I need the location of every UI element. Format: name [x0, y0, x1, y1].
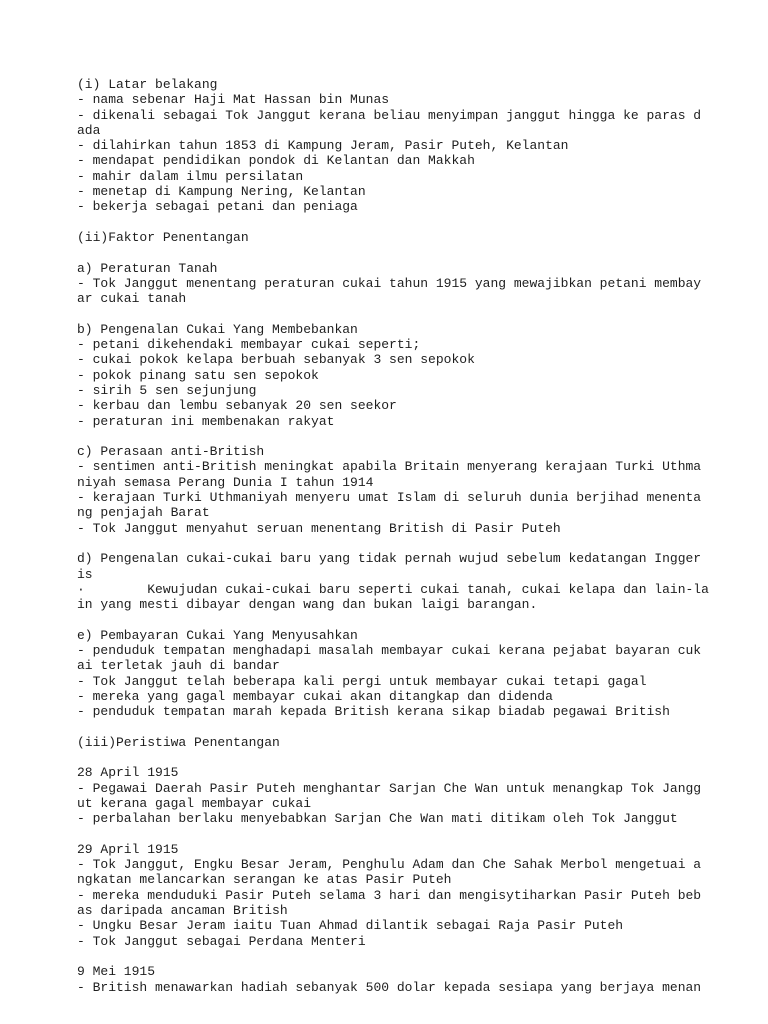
- block-heading-line: 29 April 1915: [77, 841, 179, 857]
- text-line: ng penjajah Barat: [77, 505, 210, 521]
- blank-line: [77, 429, 717, 444]
- text-line: - Tok Janggut, Engku Besar Jeram, Penghulu Adam dan Che Sahak Merbol mengetuai a: [77, 857, 702, 873]
- text-line: - mahir dalam ilmu persilatan: [77, 168, 304, 184]
- block-heading-line: (i) Latar belakang: [77, 77, 218, 92]
- text-line: - perbalahan berlaku menyebabkan Sarjan Che Wan mati ditikam oleh Tok Janggut: [77, 811, 678, 827]
- blank-line: [77, 719, 717, 734]
- document-page: [77, 77, 717, 995]
- block-heading-line: d) Pengenalan cukai-cukai baru yang tidak pernah wujud sebelum kedatangan Ingger: [77, 551, 702, 567]
- text-block: [77, 842, 717, 949]
- block-heading-line: 28 April 1915: [77, 765, 179, 781]
- text-line: - penduduk tempatan marah kepada British kerana sikap biadab pegawai British: [77, 704, 670, 720]
- text-line: - cukai pokok kelapa berbuah sebanyak 3 sen sepokok: [77, 352, 475, 368]
- text-line: niyah semasa Perang Dunia I tahun 1914: [77, 474, 374, 490]
- text-line: - British menawarkan hadiah sebanyak 500 dolar kepada sesiapa yang berjaya menan: [77, 979, 702, 995]
- text-line: - Tok Janggut sebagai Perdana Menteri: [77, 933, 366, 949]
- blank-line: [77, 536, 717, 551]
- text-line: - Pegawai Daerah Pasir Puteh menghantar Sarjan Che Wan untuk menangkap Tok Jangg: [77, 780, 702, 796]
- block-heading-line: a) Peraturan Tanah: [77, 260, 218, 276]
- blank-line: [77, 306, 717, 321]
- text-block: [77, 765, 717, 826]
- block-heading-line: e) Pembayaran Cukai Yang Menyusahkan: [77, 627, 358, 643]
- text-line: - mereka menduduki Pasir Puteh selama 3 hari dan mengisytiharkan Pasir Puteh beb: [77, 887, 702, 903]
- block-heading-line: b) Pengenalan Cukai Yang Membebankan: [77, 321, 358, 337]
- text-line: - kerbau dan lembu sebanyak 20 sen seekor: [77, 398, 397, 414]
- block-heading-line: 9 Mei 1915: [77, 964, 156, 980]
- text-block: [77, 964, 717, 995]
- text-line: ar cukai tanah: [77, 291, 187, 307]
- blank-line: [77, 949, 717, 964]
- text-block: [77, 551, 717, 612]
- text-line: - bekerja sebagai petani dan peniaga: [77, 199, 358, 215]
- block-heading-line: c) Perasaan anti-British: [77, 444, 265, 460]
- blank-line: [77, 245, 717, 260]
- text-line: ada: [77, 122, 101, 138]
- text-line: as daripada ancaman British: [77, 903, 288, 919]
- text-block: [77, 444, 717, 536]
- text-line: - mendapat pendidikan pondok di Kelantan dan Makkah: [77, 153, 475, 169]
- text-line: - sentimen anti-British meningkat apabila Britain menyerang kerajaan Turki Uthma: [77, 459, 702, 475]
- text-block: [77, 261, 717, 307]
- text-line: - nama sebenar Haji Mat Hassan bin Munas: [77, 92, 390, 108]
- text-line: ut kerana gagal membayar cukai: [77, 795, 312, 811]
- text-line: in yang mesti dibayar dengan wang dan bukan laigi barangan.: [77, 597, 538, 613]
- text-block: [77, 230, 717, 245]
- text-line: - Tok Janggut telah beberapa kali pergi untuk membayar cukai tetapi gagal: [77, 673, 647, 689]
- text-line: ai terletak jauh di bandar: [77, 658, 280, 674]
- text-line: ngkatan melancarkan serangan ke atas Pasir Puteh: [77, 872, 452, 888]
- text-line: - petani dikehendaki membayar cukai seperti;: [77, 337, 421, 353]
- text-line: - pokok pinang satu sen sepokok: [77, 367, 319, 383]
- text-line: - dilahirkan tahun 1853 di Kampung Jeram, Pasir Puteh, Kelantan: [77, 138, 569, 154]
- text-line: is: [77, 566, 93, 582]
- text-line: - peraturan ini membenakan rakyat: [77, 413, 335, 429]
- block-heading-line: (ii)Faktor Penentangan: [77, 229, 249, 245]
- text-block: [77, 628, 717, 720]
- text-line: - sirih 5 sen sejunjung: [77, 382, 257, 398]
- text-line: - penduduk tempatan menghadapi masalah membayar cukai kerana pejabat bayaran cuk: [77, 642, 702, 658]
- block-heading-line: (iii)Peristiwa Penentangan: [77, 734, 280, 750]
- text-line: - kerajaan Turki Uthmaniyah menyeru umat Islam di seluruh dunia berjihad menenta: [77, 490, 702, 506]
- blank-line: [77, 827, 717, 842]
- text-line: - Ungku Besar Jeram iaitu Tuan Ahmad dilantik sebagai Raja Pasir Puteh: [77, 918, 624, 934]
- text-line: - dikenali sebagai Tok Janggut kerana beliau menyimpan janggut hingga ke paras d: [77, 107, 702, 123]
- blank-line: [77, 215, 717, 230]
- blank-line: [77, 750, 717, 765]
- text-block: [77, 77, 717, 215]
- text-line: - Tok Janggut menyahut seruan menentang British di Pasir Puteh: [77, 520, 561, 536]
- text-line: - Tok Janggut menentang peraturan cukai tahun 1915 yang mewajibkan petani membay: [77, 275, 702, 291]
- text-block: [77, 735, 717, 750]
- blank-line: [77, 612, 717, 627]
- text-line: · Kewujudan cukai-cukai baru seperti cukai tanah, cukai kelapa dan lain-la: [77, 581, 709, 597]
- text-line: - menetap di Kampung Nering, Kelantan: [77, 184, 366, 200]
- text-line: - mereka yang gagal membayar cukai akan ditangkap dan didenda: [77, 688, 553, 704]
- text-block: [77, 322, 717, 429]
